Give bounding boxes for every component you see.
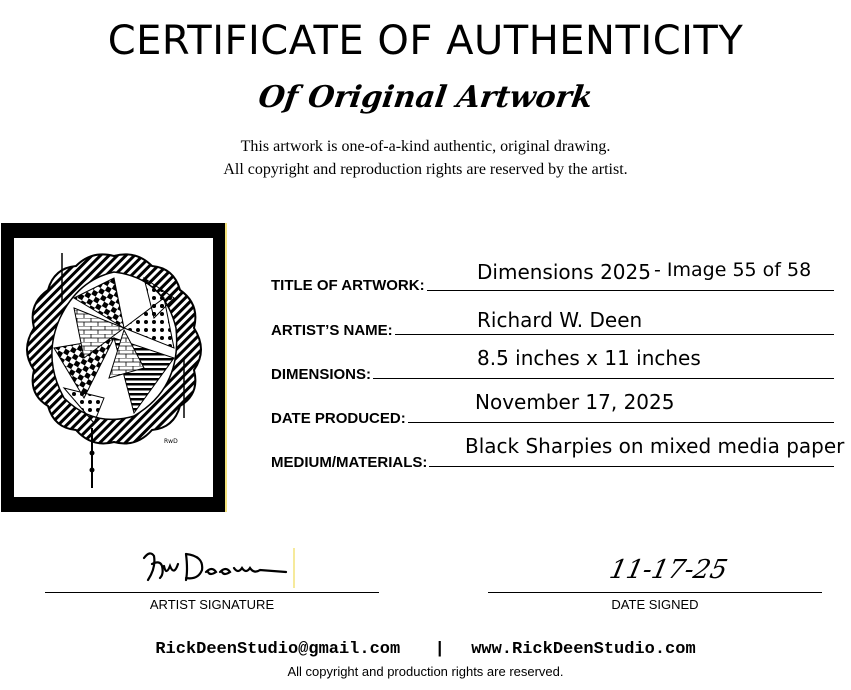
footer-rights: All copyright and production rights are reserved. bbox=[287, 664, 564, 679]
certificate-title: CERTIFICATE OF AUTHENTICITY bbox=[107, 18, 744, 64]
date-signed-line bbox=[488, 592, 822, 593]
date-produced-label: DATE PRODUCED: bbox=[271, 410, 406, 427]
field-title bbox=[271, 259, 834, 294]
field-medium bbox=[271, 434, 845, 471]
medium-value: Black Sharpies on mixed media paper bbox=[465, 434, 845, 458]
date-signed-label: DATE SIGNED bbox=[611, 597, 699, 612]
intro-line-1: This artwork is one-of-a-kind authentic, original drawing. bbox=[240, 138, 611, 155]
dimensions-value: 8.5 inches x 11 inches bbox=[477, 346, 701, 370]
intro-text bbox=[0, 135, 851, 181]
email-link[interactable]: RickDeenStudio@gmail.com bbox=[155, 640, 401, 659]
contact-line bbox=[0, 640, 851, 659]
artist-signature bbox=[140, 546, 300, 590]
contact-separator: | bbox=[434, 640, 445, 659]
artist-signature-line bbox=[45, 592, 379, 593]
field-dimensions bbox=[271, 346, 834, 383]
date-produced-value: November 17, 2025 bbox=[475, 390, 675, 414]
svg-text:RwD: RwD bbox=[164, 438, 178, 445]
artist-value: Richard W. Deen bbox=[477, 308, 643, 332]
artwork-image bbox=[14, 238, 213, 497]
title-value: Dimensions 2025 bbox=[477, 260, 651, 284]
date-signed-value: 11-17-25 bbox=[606, 555, 731, 585]
field-date-produced bbox=[271, 390, 834, 427]
artwork-frame bbox=[1, 223, 227, 512]
dimensions-label: DIMENSIONS: bbox=[271, 366, 372, 383]
title-label: TITLE OF ARTWORK: bbox=[271, 277, 425, 294]
title-suffix: - Image 55 of 58 bbox=[654, 259, 812, 281]
artist-label: ARTIST’S NAME: bbox=[271, 322, 393, 339]
artwork-drawing bbox=[14, 238, 213, 497]
artist-signature-label: ARTIST SIGNATURE bbox=[149, 597, 275, 612]
certificate-subtitle: Of Original Artwork bbox=[256, 80, 595, 115]
intro-line-2: All copyright and reproduction rights are reserved by the artist. bbox=[223, 161, 628, 178]
website-link[interactable]: www.RickDeenStudio.com bbox=[471, 640, 696, 659]
field-artist bbox=[271, 306, 834, 339]
medium-label: MEDIUM/MATERIALS: bbox=[271, 454, 428, 471]
